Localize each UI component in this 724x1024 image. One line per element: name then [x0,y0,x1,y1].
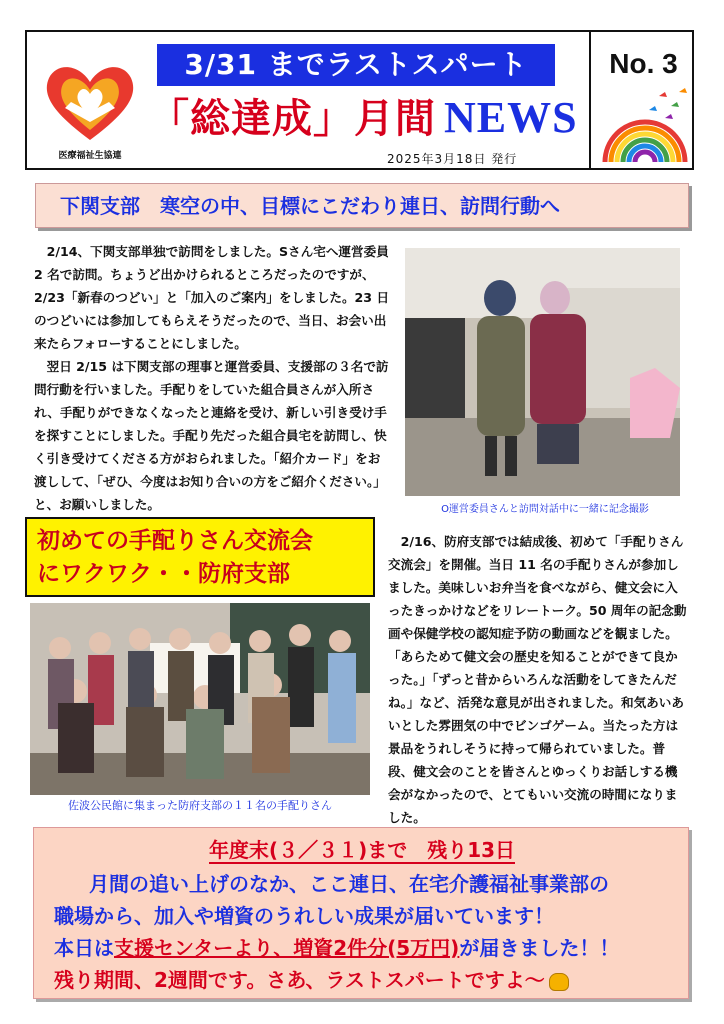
countdown-line-3-a: 本日は [54,936,114,960]
heart-hands-icon [35,52,145,148]
title-news: NEWS [444,93,578,142]
countdown-line-3 [54,932,619,961]
countdown-heading [34,834,690,863]
org-logo [35,52,145,162]
group-photo-image [30,603,370,795]
visit-photo [405,248,680,496]
section1-article [34,240,392,516]
section1-paragraph-2: 翌日 2/15 は下関支部の理事と運営委員、支援部の３名で訪問行動を行いました。手配りをしていた組合員さんが入所され、手配りができなくなったと連絡を受け、新しい引き受け手を探すことにしました。手配り先だった組合員宅を訪問し、快く引き受けてくださる方がおられました。「紹介カード」をお渡しして、「ぜひ、今度はお知り合いの方をご紹介ください。」と、お願いしました。 [34,359,389,512]
section2-heading [25,517,375,597]
issue-number: No. 3 [609,48,678,79]
group-photo-caption: 佐波公民館に集まった防府支部の１１名の手配りさん [68,799,332,812]
section2-paragraph: 2/16、防府支部では結成後、初めて「手配りさん交流会」を開催。当日 11 名の手配りさんが参加しました。美味しいお弁当を食べながら、健文会に入ったきっかけなどをリレートーク。50 周年の記念動画や保健学校の認知症予防の動画などを観ました。「あらためて健文会の歴史を知ることができて良かった。」「ずっと昔からいろんな活動をしてきたんだね。」など、活発な意見が出されました。和気あいあいとした雰囲気の中でビンゴゲーム。当たった方は景品をうれしそうに持って帰られていました。普段、健文会のことを皆さんとゆっくりお話しする機会がなかったので、とてもいい交流の時間になりました。 [388,534,687,825]
countdown-panel [33,827,689,999]
section2-heading-line2: にワクワク・・防府支部 [37,561,290,587]
countdown-line-4-text: 残り期間、2週間です。さあ、ラストスパートですよ～ [54,968,545,992]
newsletter-header [25,30,694,170]
group-photo [30,603,370,795]
newsletter-title [149,90,578,146]
section1-heading: 下関支部 寒空の中、目標にこだわり連日、訪問行動へ [35,183,689,228]
countdown-line-4 [54,964,569,993]
fist-bump-icon [549,973,569,991]
issue-date: 2025年3月18日 発行 [387,152,518,166]
title-text: 「総達成」月間 [149,96,436,142]
visit-photo-caption: O運営委員さんと訪問対話中に一緒に記念撮影 [441,504,649,515]
rainbow-birds-icon [599,84,691,164]
org-name: 医療福祉生協連 [58,151,122,161]
section2-heading-line1: 初めての手配りさん交流会 [37,528,313,554]
section1-paragraph-1: 2/14、下関支部単独で訪問をしました。Sさん宅へ運営委員 2 名で訪問。ちょうど出かけられるところだったのですが、2/23「新春のつどい」と「加入のご案内」をしました。23 日のつどいには参加してもらえそうだったので、当日、お会い出来たらフォローすることにしました。 [34,244,390,351]
countdown-line-3-b: 支援センターより、増資2件分(5万円) [114,936,460,960]
section2-article [388,530,688,829]
visit-photo-image [405,248,680,496]
issue-box [589,32,694,170]
campaign-banner: 3/31 までラストスパート [157,44,555,86]
countdown-line-3-c: が届きました！！ [459,936,620,960]
countdown-heading-text: 年度末(３／３１)まで 残り13日 [208,838,516,862]
countdown-line-2: 職場から、加入や増資のうれしい成果が届いています！ [54,904,554,928]
countdown-line-1: 月間の追い上げのなか、ここ連日、在宅介護福祉事業部の [89,872,609,896]
